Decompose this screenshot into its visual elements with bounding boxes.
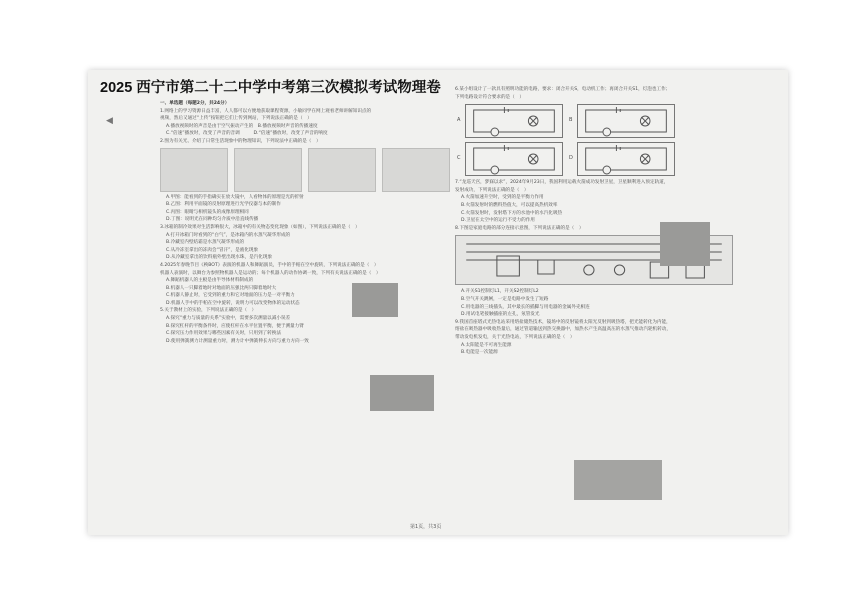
answer-option: A.太阳能是不可再生能源: [461, 342, 512, 348]
answer-option: A.打开冰箱门时看到的“白气”，是冰箱内的水蒸气凝华形成的: [166, 232, 291, 238]
answer-option: A.开关S1控制灯L1，开关S2控制灯L2: [461, 289, 539, 295]
question-text: 熔盐在吸热器中吸收热量后，通过管道输送到热交换器中，加热水产生高温高压的水蒸气推动汽轮机转动，: [455, 327, 671, 333]
section-heading: 一、单选题（每题2分，共24分）: [160, 101, 230, 106]
question-text: 4.2025年春晚节目《秧BOT》表演的机器人和舞蹈演员，手中的手帕在空中旋转，下列说法正确的是（ ）: [160, 262, 379, 268]
circuit-label: A: [457, 117, 461, 124]
margin-mark: ◀: [106, 116, 113, 126]
question-text: 6.某小组设计了一款具有照明功能的电路，要求：闭合开关S，电动机工作；再闭合开关S1，灯泡也工作；: [455, 87, 671, 92]
circuit-label: D: [569, 155, 573, 162]
circuit-diagram: [569, 142, 675, 176]
answer-option: D.从冷藏室拿出的饮料瓶外壁出现水珠，是汽化现象: [166, 255, 273, 261]
answer-option: C.丙图：眼睛与相机镜头的成像原理相同: [166, 209, 249, 215]
question-text: 2.图为有关光、介绍了日常生活现象中的物理知识，下列说法中正确的是（ ）: [160, 138, 321, 144]
answer-option: D.机器人手中的手帕在空中旋转，说明力可以改变物体的运动状态: [166, 300, 300, 306]
answer-option: A.探究“重力与质量的关系”实验中，需要多次测量以减小误差: [166, 316, 291, 322]
circuit-label: B: [569, 117, 573, 124]
left-column: [160, 100, 450, 345]
answer-option: C.从冷冻室拿出的冻肉会“冒汗”，是液化现象: [166, 247, 259, 253]
question-text: 9.我国首座塔式光热电站采用熔盐储热技术，镜场中的反射镜将太阳光反射到吸热塔，把光能转化为内能，: [455, 319, 671, 325]
figure-image: [160, 148, 228, 192]
answer-option: C.火箭发射时，发射塔下方的水池中的水汽化吸热: [461, 210, 563, 216]
question-text: 下列电路设计符合要求的是（ ）: [455, 94, 524, 100]
rocket-launch-photo: [660, 222, 710, 266]
page-footer: 第1页，共3页: [410, 524, 442, 530]
question-text: 发射成功，下列说法正确的是（ ）: [455, 187, 529, 193]
answer-option: D.用试电笔接触插座的左孔，氖管发光: [461, 312, 540, 318]
circuit-diagram: [457, 142, 563, 176]
answer-option: C.探究压力作用效果与哪些因素有关时，只用到了转换法: [166, 331, 281, 337]
answer-option: B.火箭发射时的燃料热值大，可以提高热机效率: [461, 202, 558, 208]
answer-option: D.使用弹簧测力计测量重力时，测力计中弹簧伸长方向与重力方向一致: [166, 338, 309, 344]
fridge-photo: [352, 283, 398, 317]
figure-image: [382, 148, 450, 192]
exam-title: 2025 西宁市第二十二中学中考第三次模拟考试物理卷: [100, 80, 441, 96]
answer-option: D.丁图：说明光在同种均匀介质中沿直线传播: [166, 217, 259, 223]
answer-option: A.火箭加速升空时，受到的是平衡力作用: [461, 195, 544, 201]
answer-option: B.电能是一次能源: [461, 350, 498, 356]
circuit-diagram: [457, 104, 563, 138]
answer-option: B.空气开关跳闸，一定是电路中发生了短路: [461, 296, 549, 302]
answer-option: D.卫星在太空中的运行不受力的作用: [461, 218, 535, 224]
question-text: 视频，然后又通过“上传”按钮把它们上传到网站，下列说法正确的是（ ）: [160, 116, 312, 122]
solar-plant-photo: [574, 460, 662, 500]
answer-option: C.机器人静止时，它受到的重力和它对地面的压力是一对平衡力: [166, 293, 295, 299]
answer-option: C.“倍速”播放时，改变了声音的音调 D.“倍速”播放时，改变了声音的响度: [166, 131, 328, 137]
question-text: 1.网络上的学习资源日益丰富，人人都可以方便地获取课程资源，小敏同学在网上观看老师讲解知识点的: [160, 108, 372, 114]
circuit-label: C: [457, 155, 461, 162]
question-text: 机器人表演时，以舞台为参照物机器人是运动的；每个机器人的动作协调一致，下列有关说法正确的是（ ）: [160, 270, 381, 276]
answer-option: B.乙图：利用平面镜的反射原理进行光学仪器与本的制作: [166, 202, 281, 208]
circuit-options: [457, 104, 675, 176]
figure-image: [234, 148, 302, 192]
answer-option: B.机器人一只脚着地时对地面的压强比两只脚着地时大: [166, 285, 277, 291]
answer-option: C.用电器的三线插头，其中最长的插脚与用电器的金属外壳相连: [461, 304, 590, 310]
question-text: 带动发电机发电，关于光热电站，下列说法正确的是（ ）: [455, 334, 575, 340]
question-text: 8.下图是家庭电路的部分连接示意图，下列说法正确的是（ ）: [455, 225, 584, 231]
answer-option: A.甲图：能看到的手指确实在放大镜中，人看物体的原理是光的折射: [166, 194, 304, 200]
circuit-diagram: [569, 104, 675, 138]
answer-option: A.舞蹈机器人的主板是由半导体材料制成的: [166, 278, 254, 284]
question-text: 5.关于教材上的实验，下列说法正确的是（ ）: [160, 308, 257, 314]
figure-row: [160, 148, 450, 192]
figure-image: [308, 148, 376, 192]
robot-dance-photo: [370, 375, 434, 411]
answer-option: B.冷藏室内壁结霜是水蒸气凝华形成的: [166, 240, 245, 246]
question-text: 7.“龙巡天宫，梦寐以求”，2024年9月23日，我国利用运载火箭成功发射卫星，卫星顺利进入预定轨道，: [455, 180, 669, 186]
answer-option: A.播放视频时的声音是由于空气振动产生的 B.播放视频时声音的传播速度: [166, 123, 318, 129]
question-text: 3.冰箱的制冷效果对生活影响很大，冰箱中的有关物态变化现象（如图），下列说法正确的是（ ）: [160, 224, 360, 230]
answer-option: B.探究杠杆的平衡条件时，应使杠杆在水平位置平衡，便于测量力臂: [166, 323, 304, 329]
